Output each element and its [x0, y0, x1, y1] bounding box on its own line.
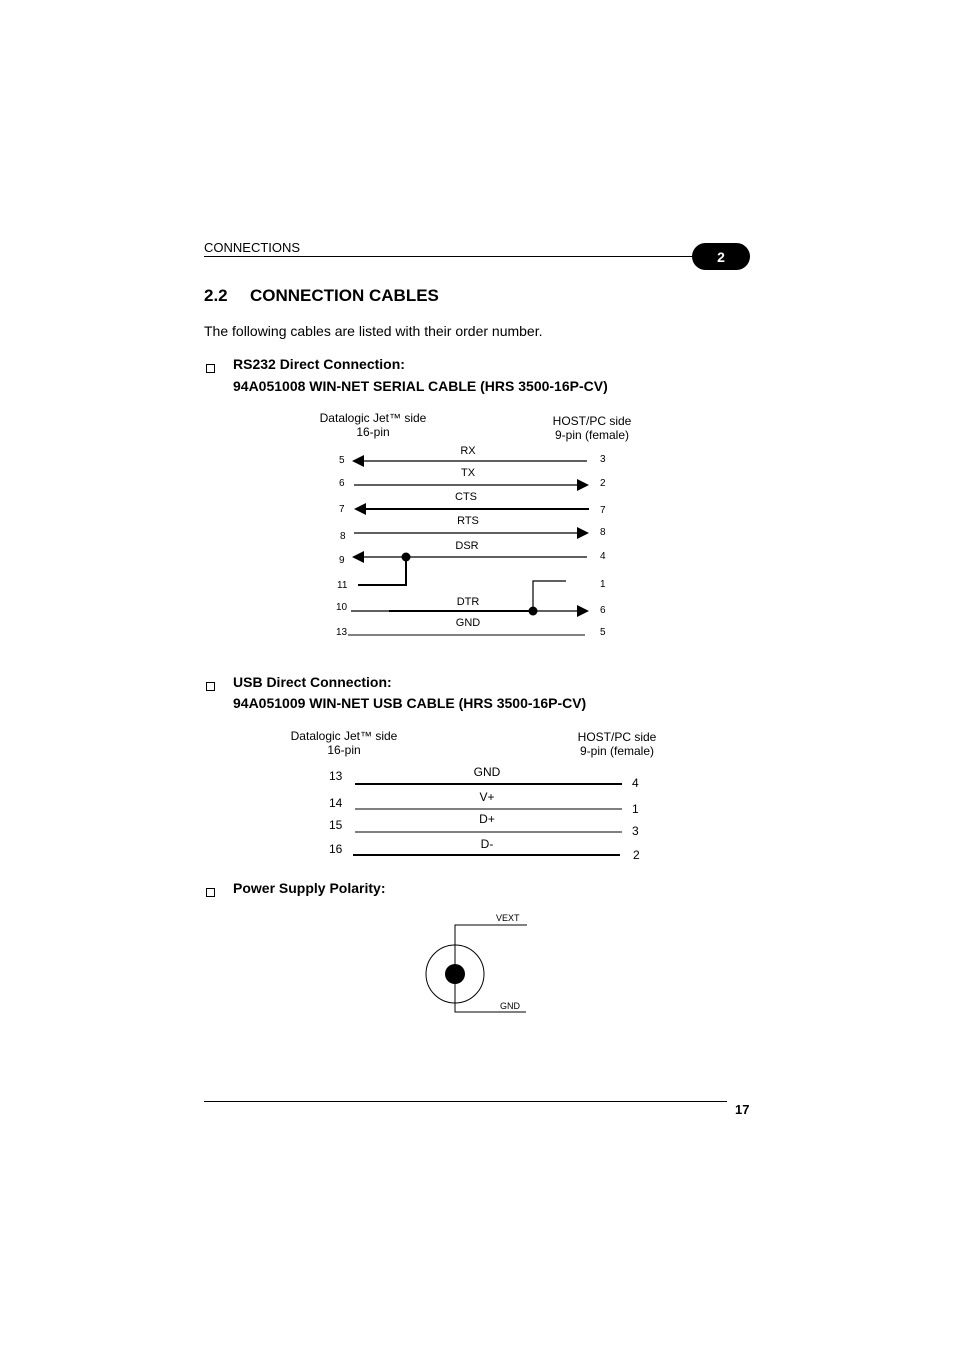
usb-signal-label: GND [473, 765, 501, 779]
usb-signal-label: V+ [479, 790, 495, 804]
rs232-left-pins-label: 16-pin [356, 425, 390, 439]
usb-right-pin-number: 4 [632, 776, 639, 790]
right-pin-number: 2 [600, 478, 606, 489]
left-pin-number: 11 [337, 580, 348, 591]
left-pin-number: 9 [339, 555, 345, 566]
intro-paragraph: The following cables are listed with their order number. [204, 323, 543, 339]
checkbox-bullet-icon [206, 884, 215, 902]
wire-dsr-bridge [358, 557, 406, 585]
usb-left-pin-number: 15 [329, 818, 343, 832]
arrow-right-icon [577, 479, 589, 491]
vext-label: VEXT [496, 913, 520, 923]
usb-heading: USB Direct Connection: [233, 674, 392, 690]
left-pin-number: 13 [336, 627, 348, 638]
right-pin-number: 1 [600, 579, 606, 590]
left-pin-number: 7 [339, 504, 345, 515]
usb-left-pins-label: 16-pin [327, 743, 361, 757]
rs232-heading: RS232 Direct Connection: [233, 356, 405, 372]
section-number: 2.2 [204, 286, 228, 305]
junction-dot-icon [402, 553, 411, 562]
left-pin-number: 5 [339, 455, 345, 466]
usb-left-pin-number: 14 [329, 796, 343, 810]
signal-label-tx: TX [460, 467, 476, 479]
signal-label-cts: CTS [455, 491, 477, 503]
junction-dot-icon [529, 607, 538, 616]
right-pin-number: 7 [600, 505, 606, 516]
usb-right-pins-label: 9-pin (female) [579, 744, 655, 758]
usb-left-side-label: Datalogic Jet™ side [290, 729, 398, 743]
left-pin-number: 8 [340, 531, 346, 542]
signal-label-dtr: DTR [456, 596, 480, 608]
checkbox-bullet-icon [206, 678, 215, 696]
arrow-left-icon [352, 551, 364, 563]
footer-rule [204, 1101, 727, 1102]
usb-left-pin-number: 13 [329, 769, 343, 783]
right-pin-number: 5 [600, 627, 606, 638]
usb-signal-label: D- [480, 837, 494, 851]
signal-label-rx: RX [460, 445, 476, 457]
right-pin-number: 4 [600, 551, 606, 562]
usb-cable-name: 94A051009 WIN-NET USB CABLE (HRS 3500-16P-CV) [233, 695, 587, 711]
signal-label-gnd: GND [455, 617, 481, 629]
right-pin-number: 3 [600, 454, 606, 465]
right-pin-number: 8 [600, 527, 606, 538]
rs232-right-pins-label: 9-pin (female) [554, 428, 630, 442]
signal-label-rts: RTS [457, 515, 479, 527]
arrow-right-icon [577, 527, 589, 539]
arrow-right-icon [577, 605, 589, 617]
rs232-cable-name: 94A051008 WIN-NET SERIAL CABLE (HRS 3500-16P-CV) [233, 378, 608, 394]
signal-label-dsr: DSR [455, 540, 479, 552]
right-pin-number: 6 [600, 605, 606, 616]
wire-dtr-bridge [533, 581, 566, 611]
page-number: 17 [735, 1102, 750, 1117]
usb-right-pin-number: 3 [632, 824, 639, 838]
usb-right-side-label: HOST/PC side [577, 730, 657, 744]
usb-right-pin-number: 1 [632, 802, 639, 816]
arrow-left-icon [354, 503, 366, 515]
power-heading: Power Supply Polarity: [233, 880, 386, 896]
rs232-left-side-label: Datalogic Jet™ side [319, 411, 427, 425]
section-title-text: CONNECTION CABLES [250, 286, 439, 305]
left-pin-number: 10 [336, 602, 348, 613]
running-header: CONNECTIONS [204, 240, 301, 255]
usb-signal-label: D+ [479, 812, 495, 826]
chapter-badge: 2 [692, 243, 750, 270]
usb-left-pin-number: 16 [329, 842, 343, 856]
gnd-label: GND [500, 1001, 520, 1011]
left-pin-number: 6 [339, 478, 345, 489]
rs232-right-side-label: HOST/PC side [552, 414, 632, 428]
arrow-left-icon [352, 455, 364, 467]
usb-right-pin-number: 2 [633, 848, 640, 862]
